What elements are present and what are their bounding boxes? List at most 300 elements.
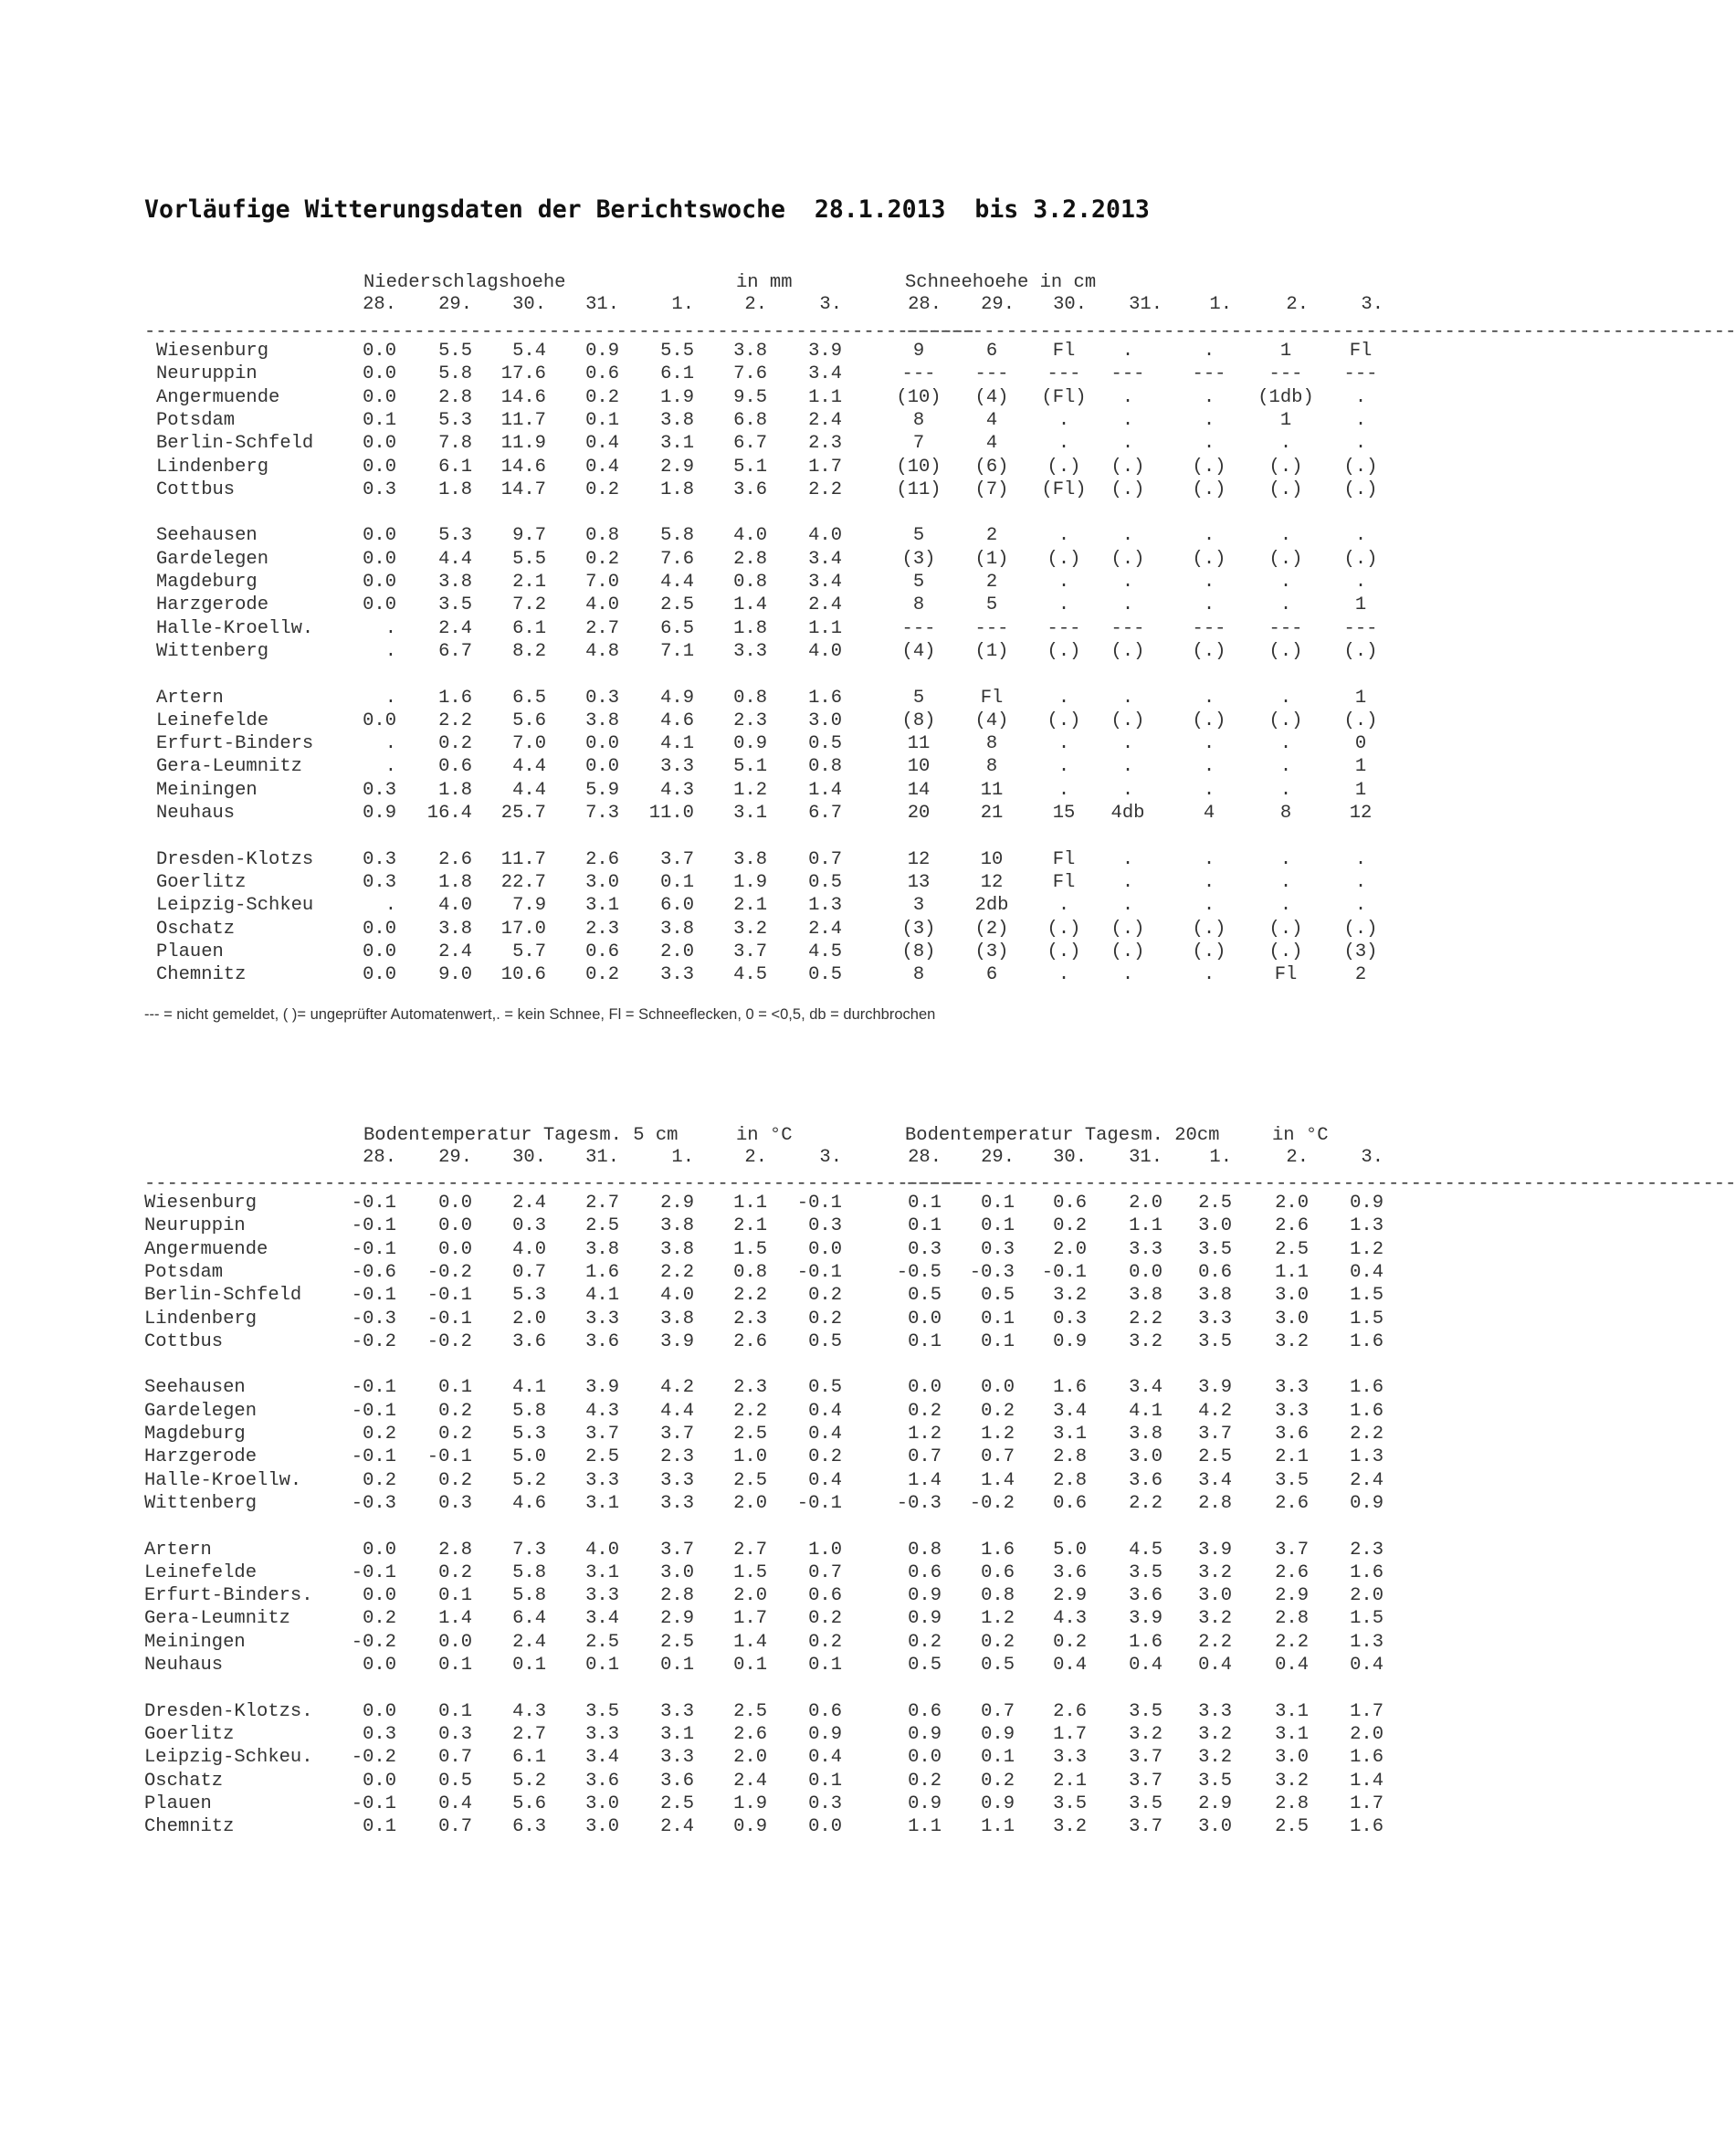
- table-cell: .: [1354, 848, 1367, 870]
- table-cell: 3.0: [1275, 1285, 1309, 1307]
- table-cell: 0.0: [363, 525, 396, 547]
- table-cell: .: [1279, 756, 1292, 778]
- table-cell: 2.8: [660, 1585, 694, 1607]
- table-cell: 4.3: [512, 1700, 546, 1722]
- table-cell: 8: [912, 594, 925, 616]
- table-cell: 1.7: [733, 1608, 767, 1630]
- table-cell: 3.2: [1198, 1608, 1232, 1630]
- table-cell: 0.9: [1350, 1193, 1384, 1214]
- table-cell: 3.3: [660, 964, 694, 986]
- station-name: Cottbus: [156, 478, 236, 500]
- table-cell: -0.1: [351, 1285, 396, 1307]
- day-label: 1.: [1209, 294, 1232, 315]
- table-cell: (.): [1110, 640, 1145, 662]
- table-cell: .: [1354, 525, 1367, 547]
- table-cell: 4.3: [660, 779, 694, 801]
- table-cell: 1.5: [733, 1561, 767, 1583]
- table-cell: .: [1279, 733, 1292, 755]
- table-cell: 1.4: [733, 1631, 767, 1653]
- table-cell: 0.0: [363, 1655, 396, 1676]
- table-cell: (Fl): [1041, 478, 1087, 500]
- table-cell: 3.8: [733, 848, 767, 870]
- table-cell: -0.6: [351, 1261, 396, 1283]
- table-cell: 1.8: [438, 478, 472, 500]
- table-cell: 4.5: [1129, 1539, 1163, 1561]
- table-cell: 0.4: [1350, 1655, 1384, 1676]
- table-cell: 0.2: [808, 1446, 842, 1468]
- table-cell: 2.4: [438, 617, 472, 639]
- table-cell: (.): [1268, 710, 1303, 731]
- table-cell: 0.2: [438, 1469, 472, 1491]
- table-cell: 0.0: [363, 1539, 396, 1561]
- table-cell: .: [1057, 525, 1070, 547]
- table-cell: 3.8: [585, 1238, 619, 1260]
- table-cell: 1.3: [1350, 1215, 1384, 1237]
- table-cell: -0.3: [351, 1492, 396, 1514]
- table-cell: 2.5: [1198, 1193, 1232, 1214]
- table-cell: 3.0: [1275, 1747, 1309, 1769]
- table-cell: 0.8: [733, 1261, 767, 1283]
- table-cell: 9.0: [438, 964, 472, 986]
- day-label: 28.: [908, 294, 942, 315]
- table-cell: 0.2: [438, 1424, 472, 1445]
- station-name: Erfurt-Binders: [156, 733, 314, 755]
- table-cell: 1.8: [660, 478, 694, 500]
- table-cell: 3.0: [660, 1561, 694, 1583]
- table-cell: 0.2: [363, 1608, 396, 1630]
- table-cell: ---: [1268, 363, 1303, 385]
- table-cell: ---: [1343, 363, 1378, 385]
- table-cell: 1.2: [981, 1424, 1015, 1445]
- table-cell: 0.0: [585, 756, 619, 778]
- station-name: Oschatz: [144, 1770, 224, 1792]
- table-cell: 1.1: [733, 1193, 767, 1214]
- table-cell: 0.3: [363, 871, 396, 893]
- table-cell: 4db: [1110, 803, 1145, 824]
- table-cell: 4.4: [660, 572, 694, 593]
- table-cell: -0.1: [796, 1492, 842, 1514]
- table-cell: (7): [974, 478, 1009, 500]
- table-cell: 4.1: [585, 1285, 619, 1307]
- table-cell: 2.0: [733, 1585, 767, 1607]
- table-cell: 6: [985, 964, 998, 986]
- table-cell: 5.2: [512, 1770, 546, 1792]
- table-cell: 3.1: [585, 1492, 619, 1514]
- table-cell: 3.3: [1275, 1400, 1309, 1422]
- table-cell: 3.3: [1198, 1308, 1232, 1330]
- table-cell: 2.5: [660, 594, 694, 616]
- table-cell: 0.5: [981, 1285, 1015, 1307]
- table-cell: (6): [974, 456, 1009, 478]
- table-cell: 9.7: [512, 525, 546, 547]
- station-name: Leipzig-Schkeu.: [144, 1747, 313, 1769]
- soil-temp-5cm-heading: Bodentemperatur Tagesm. 5 cm: [363, 1125, 679, 1146]
- table-cell: (.): [1047, 918, 1081, 940]
- table-cell: 2.1: [512, 572, 546, 593]
- table-cell: .: [1203, 964, 1215, 986]
- table-cell: .: [1121, 525, 1134, 547]
- table-cell: .: [1203, 871, 1215, 893]
- table-cell: ---: [974, 617, 1009, 639]
- table-cell: 3.1: [1053, 1424, 1087, 1445]
- table-cell: 0.1: [981, 1747, 1015, 1769]
- table-cell: ---: [974, 363, 1009, 385]
- table-cell: 2.1: [733, 895, 767, 917]
- table-cell: 3.8: [660, 1238, 694, 1260]
- table-cell: 2.1: [733, 1215, 767, 1237]
- table-cell: 0.3: [585, 687, 619, 709]
- table-cell: 3.0: [1198, 1816, 1232, 1838]
- table-cell: 1.6: [438, 687, 472, 709]
- table-cell: 4: [1203, 803, 1215, 824]
- table-cell: 3.1: [1275, 1700, 1309, 1722]
- table-cell: 0.6: [1198, 1261, 1232, 1283]
- table-cell: 3.1: [1275, 1723, 1309, 1745]
- table-cell: 4.6: [512, 1492, 546, 1514]
- table-cell: .: [1354, 386, 1367, 408]
- table-cell: 6.3: [512, 1816, 546, 1838]
- table-cell: 0.0: [363, 363, 396, 385]
- day-label: 30.: [512, 294, 546, 315]
- table-cell: 0.0: [363, 548, 396, 570]
- station-name: Cottbus: [144, 1330, 224, 1352]
- table-cell: 2: [985, 572, 998, 593]
- table-cell: 0.0: [908, 1747, 942, 1769]
- table-cell: 0.1: [808, 1770, 842, 1792]
- table-cell: 1.7: [808, 456, 842, 478]
- table-cell: (.): [1047, 710, 1081, 731]
- table-cell: 0.9: [981, 1723, 1015, 1745]
- table-cell: .: [1057, 964, 1070, 986]
- table-cell: 5.6: [512, 710, 546, 731]
- station-name: Goerlitz: [144, 1723, 235, 1745]
- table-cell: 3.3: [733, 640, 767, 662]
- table-cell: 0.6: [908, 1561, 942, 1583]
- table-cell: 0.1: [438, 1655, 472, 1676]
- station-name: Dresden-Klotzs.: [144, 1700, 313, 1722]
- table-cell: 0.8: [733, 572, 767, 593]
- table-cell: (3): [901, 918, 936, 940]
- table-cell: -0.2: [426, 1330, 472, 1352]
- table-cell: ---: [1268, 617, 1303, 639]
- table-cell: 2.0: [660, 941, 694, 962]
- table-cell: 2: [1354, 964, 1367, 986]
- table-cell: 2.6: [1053, 1700, 1087, 1722]
- table-cell: 10: [907, 756, 931, 778]
- table-cell: 1.7: [1053, 1723, 1087, 1745]
- table-cell: .: [1279, 525, 1292, 547]
- table-cell: (8): [901, 941, 936, 962]
- table-cell: .: [1057, 756, 1070, 778]
- table-cell: 10.6: [500, 964, 546, 986]
- table-cell: 1.8: [438, 779, 472, 801]
- table-cell: 2.5: [660, 1631, 694, 1653]
- table-cell: 0.4: [808, 1424, 842, 1445]
- table-cell: (.): [1343, 548, 1378, 570]
- table-cell: 0.4: [808, 1469, 842, 1491]
- table-cell: 5: [912, 687, 925, 709]
- table-cell: 3.4: [585, 1608, 619, 1630]
- table-cell: 8: [1279, 803, 1292, 824]
- table-cell: 5.3: [512, 1424, 546, 1445]
- table-cell: -0.1: [796, 1261, 842, 1283]
- table-cell: .: [1121, 964, 1134, 986]
- table-cell: 0.2: [585, 548, 619, 570]
- table-cell: 0.0: [808, 1238, 842, 1260]
- table-cell: 1.6: [981, 1539, 1015, 1561]
- table-cell: 6.1: [660, 363, 694, 385]
- table-cell: 1: [1354, 779, 1367, 801]
- table-cell: 0.2: [1053, 1215, 1087, 1237]
- table-cell: 0.5: [908, 1285, 942, 1307]
- table-cell: 0.2: [808, 1631, 842, 1653]
- table-cell: .: [1203, 572, 1215, 593]
- table-cell: .: [1121, 779, 1134, 801]
- table-cell: 0.6: [1053, 1193, 1087, 1214]
- day-label: 29.: [981, 294, 1015, 315]
- table-cell: 1.3: [1350, 1631, 1384, 1653]
- table-cell: 3.9: [1198, 1539, 1232, 1561]
- table-cell: ---: [901, 617, 936, 639]
- table-cell: .: [1057, 409, 1070, 431]
- table-cell: (10): [896, 386, 942, 408]
- table-cell: (4): [974, 386, 1009, 408]
- table-cell: 0.2: [908, 1400, 942, 1422]
- table-cell: 0.4: [1198, 1655, 1232, 1676]
- table-cell: 2.2: [1350, 1424, 1384, 1445]
- table-cell: 0.9: [981, 1792, 1015, 1814]
- table-cell: 0.0: [363, 964, 396, 986]
- table-cell: .: [1354, 572, 1367, 593]
- table-cell: .: [1203, 594, 1215, 616]
- table-cell: 0.0: [363, 1770, 396, 1792]
- table-cell: 2.3: [733, 1377, 767, 1399]
- table-cell: Fl: [1052, 848, 1076, 870]
- table-cell: 0.6: [808, 1585, 842, 1607]
- table-cell: 0.1: [363, 1816, 396, 1838]
- table-cell: -0.1: [351, 1377, 396, 1399]
- table-cell: 3.8: [1198, 1285, 1232, 1307]
- table-cell: 0.4: [1053, 1655, 1087, 1676]
- table-cell: (1): [974, 640, 1009, 662]
- table-cell: 2.9: [1198, 1792, 1232, 1814]
- table-cell: .: [1057, 895, 1070, 917]
- section2-left-rule: --------------------------------------------------------------------------: [144, 1173, 976, 1194]
- table-cell: (.): [1268, 640, 1303, 662]
- table-cell: 3.4: [1129, 1377, 1163, 1399]
- station-name: Halle-Kroellw.: [156, 617, 314, 639]
- table-cell: 0.4: [1275, 1655, 1309, 1676]
- precipitation-unit: in mm: [736, 272, 793, 293]
- table-cell: 0.2: [438, 1561, 472, 1583]
- table-cell: 0.1: [981, 1330, 1015, 1352]
- table-cell: 0.1: [808, 1655, 842, 1676]
- table-cell: 0.5: [808, 964, 842, 986]
- table-cell: 1.1: [1275, 1261, 1309, 1283]
- table-cell: ---: [1047, 617, 1081, 639]
- table-cell: 0.6: [585, 363, 619, 385]
- table-cell: 0.5: [808, 733, 842, 755]
- table-cell: 3.5: [1129, 1792, 1163, 1814]
- table-cell: 3.8: [585, 710, 619, 731]
- table-cell: 2.1: [1053, 1770, 1087, 1792]
- table-cell: 7.0: [512, 733, 546, 755]
- table-cell: (.): [1192, 478, 1226, 500]
- table-cell: 3.9: [1198, 1377, 1232, 1399]
- station-name: Seehausen: [144, 1377, 246, 1399]
- table-cell: .: [1121, 572, 1134, 593]
- table-cell: 1.9: [733, 1792, 767, 1814]
- table-cell: 1.5: [733, 1238, 767, 1260]
- table-cell: 0.1: [660, 1655, 694, 1676]
- table-cell: 12: [1349, 803, 1373, 824]
- table-cell: .: [1121, 341, 1134, 362]
- table-cell: 0.2: [981, 1400, 1015, 1422]
- table-cell: 3.8: [1129, 1424, 1163, 1445]
- table-cell: 2.4: [1350, 1469, 1384, 1491]
- station-name: Lindenberg: [156, 456, 269, 478]
- day-label: 29.: [438, 294, 472, 315]
- table-cell: 2.4: [512, 1631, 546, 1653]
- table-cell: 5.8: [660, 525, 694, 547]
- table-cell: 4.4: [512, 779, 546, 801]
- table-cell: 9: [912, 341, 925, 362]
- station-name: Goerlitz: [156, 871, 247, 893]
- table-cell: 1.7: [1350, 1700, 1384, 1722]
- table-cell: 3.1: [733, 803, 767, 824]
- table-cell: 0.0: [363, 1700, 396, 1722]
- table-cell: ---: [1110, 617, 1145, 639]
- day-label: 29.: [438, 1147, 472, 1168]
- day-label: 28.: [363, 1147, 396, 1168]
- table-cell: 3.3: [585, 1469, 619, 1491]
- table-cell: .: [1279, 687, 1292, 709]
- table-cell: .: [1121, 895, 1134, 917]
- table-cell: 0.3: [808, 1792, 842, 1814]
- table-cell: 2.9: [660, 1193, 694, 1214]
- day-label: 3.: [819, 294, 842, 315]
- table-cell: 3.6: [585, 1770, 619, 1792]
- table-cell: 2.9: [1053, 1585, 1087, 1607]
- table-cell: -0.2: [351, 1631, 396, 1653]
- table-cell: (.): [1047, 941, 1081, 962]
- table-cell: 14: [907, 779, 931, 801]
- table-cell: 4: [985, 433, 998, 455]
- table-cell: 2.8: [438, 1539, 472, 1561]
- table-cell: 1.4: [438, 1608, 472, 1630]
- table-cell: 3.7: [1198, 1424, 1232, 1445]
- table-cell: 3.3: [585, 1723, 619, 1745]
- table-cell: 0.6: [438, 756, 472, 778]
- table-cell: 2.5: [733, 1700, 767, 1722]
- table-cell: 0.9: [733, 733, 767, 755]
- table-cell: .: [1203, 687, 1215, 709]
- table-cell: 3.4: [808, 363, 842, 385]
- table-cell: 3.5: [585, 1700, 619, 1722]
- section1-left-rule: --------------------------------------------------------------------------: [144, 321, 976, 342]
- table-cell: 0.3: [363, 779, 396, 801]
- table-cell: 0.7: [981, 1700, 1015, 1722]
- table-cell: 10: [980, 848, 1004, 870]
- table-cell: 3.6: [512, 1330, 546, 1352]
- table-cell: 1.1: [981, 1816, 1015, 1838]
- table-cell: 3.0: [585, 871, 619, 893]
- table-cell: 1.5: [1350, 1308, 1384, 1330]
- table-cell: 7: [912, 433, 925, 455]
- day-label: 28.: [908, 1147, 942, 1168]
- table-cell: 22.7: [500, 871, 546, 893]
- table-cell: 12: [907, 848, 931, 870]
- table-cell: 4.0: [585, 1539, 619, 1561]
- table-cell: 2.2: [1198, 1631, 1232, 1653]
- table-cell: 3.7: [660, 1539, 694, 1561]
- table-cell: 3.5: [1198, 1330, 1232, 1352]
- table-cell: 0.7: [908, 1446, 942, 1468]
- table-cell: 2.0: [1129, 1193, 1163, 1214]
- table-cell: 1.4: [1350, 1770, 1384, 1792]
- table-cell: 1.5: [1350, 1285, 1384, 1307]
- station-name: Berlin-Schfeld: [144, 1285, 302, 1307]
- station-name: Gardelegen: [156, 548, 269, 570]
- table-cell: 0.2: [981, 1770, 1015, 1792]
- table-cell: -0.2: [351, 1330, 396, 1352]
- table-cell: 16.4: [426, 803, 472, 824]
- table-cell: 0.3: [908, 1238, 942, 1260]
- table-cell: -0.1: [426, 1308, 472, 1330]
- table-cell: (.): [1110, 478, 1145, 500]
- table-cell: 3.3: [660, 1747, 694, 1769]
- day-label: 29.: [981, 1147, 1015, 1168]
- table-cell: .: [1203, 409, 1215, 431]
- table-cell: 8.2: [512, 640, 546, 662]
- table-cell: .: [384, 640, 396, 662]
- snow-depth-heading: Schneehoehe in cm: [905, 272, 1097, 293]
- table-cell: 0.9: [1053, 1330, 1087, 1352]
- table-cell: 3.7: [1129, 1770, 1163, 1792]
- table-cell: (.): [1047, 456, 1081, 478]
- table-cell: .: [1121, 756, 1134, 778]
- table-cell: 2.8: [1275, 1792, 1309, 1814]
- table-cell: 5.1: [733, 756, 767, 778]
- table-cell: 0.7: [808, 1561, 842, 1583]
- table-cell: 5.9: [585, 779, 619, 801]
- table-cell: -0.1: [796, 1193, 842, 1214]
- table-cell: 0.2: [585, 964, 619, 986]
- table-cell: 2.9: [660, 1608, 694, 1630]
- station-name: Meiningen: [144, 1631, 246, 1653]
- table-cell: 1.6: [808, 687, 842, 709]
- table-cell: 1.6: [1129, 1631, 1163, 1653]
- table-cell: .: [1279, 779, 1292, 801]
- table-cell: 3.3: [1129, 1238, 1163, 1260]
- table-cell: 3.0: [1198, 1585, 1232, 1607]
- day-label: 2.: [744, 1147, 767, 1168]
- table-cell: 3.0: [585, 1816, 619, 1838]
- day-label: 2.: [1286, 1147, 1309, 1168]
- table-cell: 25.7: [500, 803, 546, 824]
- table-cell: 11.7: [500, 409, 546, 431]
- table-cell: (.): [1110, 941, 1145, 962]
- table-cell: -0.1: [351, 1193, 396, 1214]
- day-label: 28.: [363, 294, 396, 315]
- table-cell: .: [384, 756, 396, 778]
- table-cell: 2.7: [512, 1723, 546, 1745]
- table-cell: .: [1354, 409, 1367, 431]
- table-cell: 2.4: [808, 409, 842, 431]
- table-cell: 1.5: [1350, 1608, 1384, 1630]
- table-cell: 0.1: [438, 1700, 472, 1722]
- table-cell: (.): [1110, 456, 1145, 478]
